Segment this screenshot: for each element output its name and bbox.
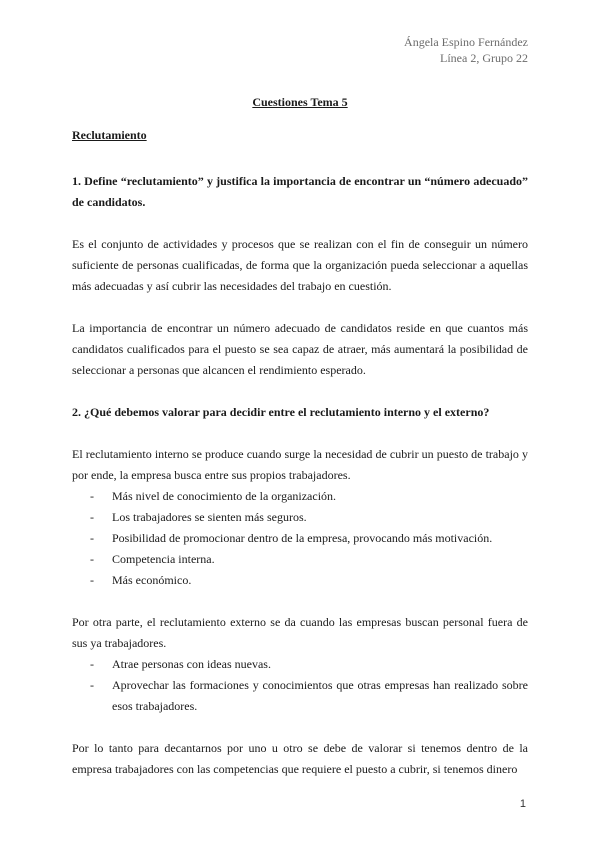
list-item-text: Los trabajadores se sienten más seguros. (112, 510, 307, 524)
list-item (72, 675, 528, 717)
section-heading: Reclutamiento (72, 128, 147, 142)
internal-recruitment-intro: El reclutamiento interno se produce cuando surge la necesidad de cubrir un puesto de trabajo y por ende, la empresa busca entre sus propios trabajadores. (72, 447, 528, 482)
list-item-text: Competencia interna. (112, 552, 215, 566)
list-item (72, 528, 528, 549)
list-item-text: Aprovechar las formaciones y conocimientos que otras empresas han realizado sobre esos trabajadores. (112, 678, 528, 713)
dash-marker: - (90, 552, 94, 566)
list-item (72, 507, 528, 528)
conclusion-paragraph: Por lo tanto para decantarnos por uno u otro se debe de valorar si tenemos dentro de la empresa trabajadores con las competencias que requiere el puesto a cubrir, si tenemos dinero (72, 741, 528, 776)
dash-marker: - (90, 573, 94, 587)
list-item (72, 549, 528, 570)
list-item-text: Más económico. (112, 573, 192, 587)
question-2: 2. ¿Qué debemos valorar para decidir entre el reclutamiento interno y el externo? (72, 405, 490, 419)
answer-1-paragraph-2: La importancia de encontrar un número adecuado de candidatos reside en que cuantos más candidatos cualificados para el puesto se sea capaz de atraer, más aumentará la posibilidad de seleccionar a personas que alcancen el rendimiento esperado. (72, 321, 528, 377)
external-recruitment-intro: Por otra parte, el reclutamiento externo se da cuando las empresas buscan personal fuera de sus ya trabajadores. (72, 615, 528, 650)
dash-marker: - (90, 678, 94, 692)
list-item (72, 570, 528, 591)
header-group: Línea 2, Grupo 22 (440, 51, 528, 65)
page-header (404, 34, 528, 66)
external-points-list (72, 654, 528, 717)
document-body (72, 92, 528, 801)
list-item-text: Atrae personas con ideas nuevas. (112, 657, 271, 671)
internal-points-list (72, 486, 528, 591)
list-item-text: Más nivel de conocimiento de la organización. (112, 489, 337, 503)
page-number: 1 (519, 798, 526, 810)
header-author: Ángela Espino Fernández (404, 35, 528, 49)
list-item (72, 486, 528, 507)
document-title: Cuestiones Tema 5 (252, 95, 348, 109)
dash-marker: - (90, 489, 94, 503)
dash-marker: - (90, 657, 94, 671)
answer-1-paragraph-1: Es el conjunto de actividades y procesos que se realizan con el fin de conseguir un número suficiente de personas cualificadas, de forma que la organización pueda seleccionar a aquellas más adecuadas y así cubrir las necesidades del trabajo en cuestión. (72, 237, 528, 293)
list-item (72, 654, 528, 675)
dash-marker: - (90, 510, 94, 524)
list-item-text: Posibilidad de promocionar dentro de la empresa, provocando más motivación. (112, 531, 493, 545)
dash-marker: - (90, 531, 94, 545)
question-1: 1. Define “reclutamiento” y justifica la importancia de encontrar un “número adecuado” de candidatos. (72, 174, 528, 209)
